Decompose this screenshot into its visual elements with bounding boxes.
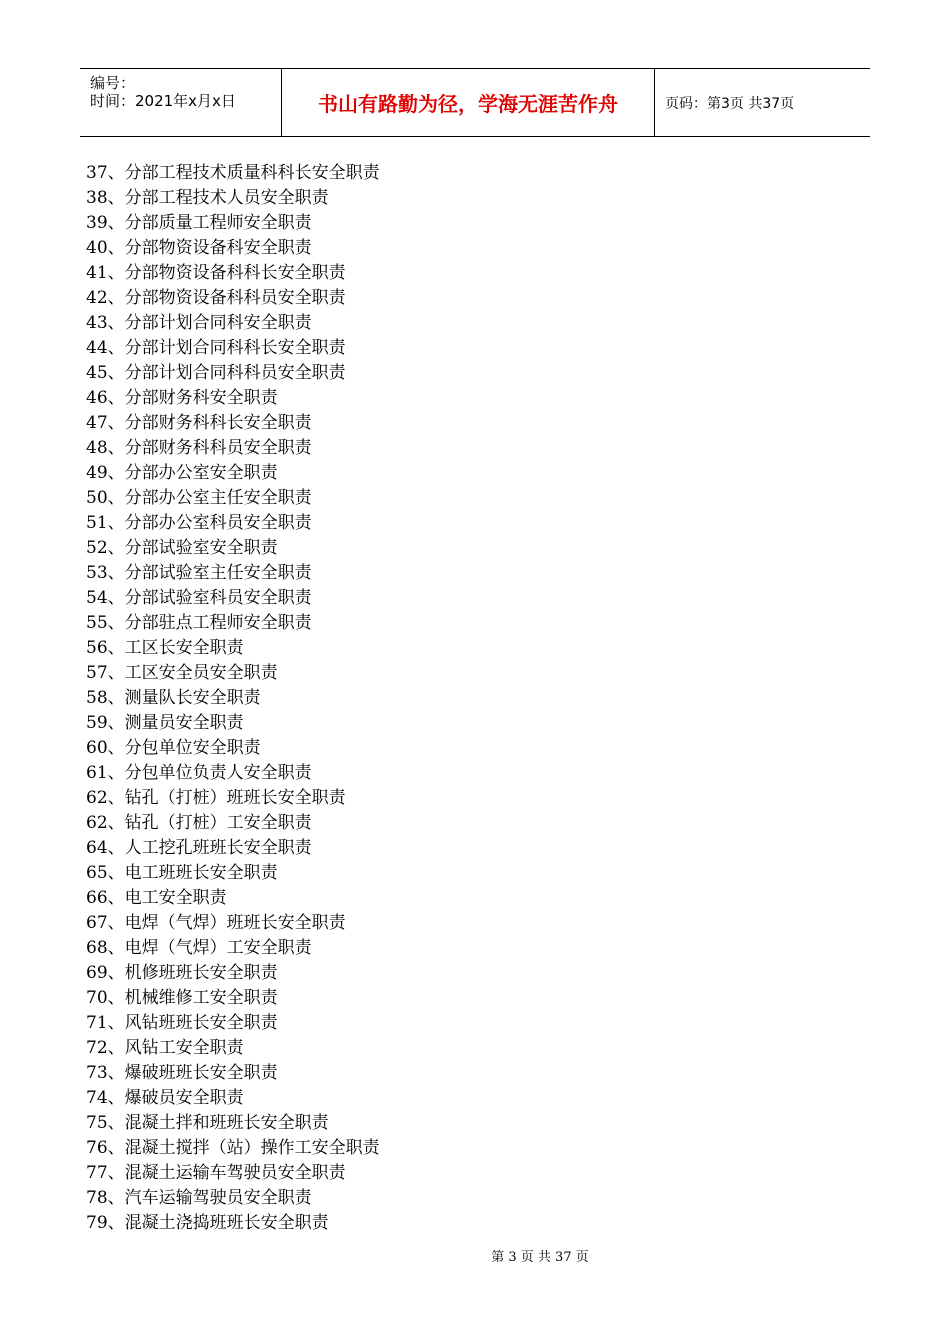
- list-item: 41、分部物资设备科科长安全职责: [86, 263, 346, 283]
- list-item: 48、分部财务科科员安全职责: [86, 438, 312, 458]
- list-item: 51、分部办公室科员安全职责: [86, 513, 312, 533]
- list-item: 65、电工班班长安全职责: [86, 863, 278, 883]
- list-item: 46、分部财务科安全职责: [86, 388, 278, 408]
- list-item: 50、分部办公室主任安全职责: [86, 488, 312, 508]
- list-item: 79、混凝土浇捣班班长安全职责: [86, 1213, 329, 1233]
- page-footer: 第 3 页 共 37 页: [491, 1250, 589, 1265]
- list-item: 58、测量队长安全职责: [86, 688, 261, 708]
- list-item: 70、机械维修工安全职责: [86, 988, 278, 1008]
- list-item: 77、混凝土运输车驾驶员安全职责: [86, 1163, 346, 1183]
- document-date: 时间：2021年x月x日: [90, 92, 236, 110]
- header-meta-cell: [80, 69, 282, 136]
- list-item: 62、钻孔（打桩）工安全职责: [86, 813, 312, 833]
- header-page-info: 页码：第3页 共37页: [665, 95, 795, 112]
- list-item: 73、爆破班班长安全职责: [86, 1063, 278, 1083]
- header-page-cell: [655, 69, 870, 136]
- list-item: 54、分部试验室科员安全职责: [86, 588, 312, 608]
- list-item: 67、电焊（气焊）班班长安全职责: [86, 913, 346, 933]
- list-item: 78、汽车运输驾驶员安全职责: [86, 1188, 312, 1208]
- list-item: 38、分部工程技术人员安全职责: [86, 188, 329, 208]
- list-item: 66、电工安全职责: [86, 888, 227, 908]
- list-item: 75、混凝土拌和班班长安全职责: [86, 1113, 329, 1133]
- list-item: 44、分部计划合同科科长安全职责: [86, 338, 346, 358]
- list-item: 53、分部试验室主任安全职责: [86, 563, 312, 583]
- list-item: 47、分部财务科科长安全职责: [86, 413, 312, 433]
- list-item: 45、分部计划合同科科员安全职责: [86, 363, 346, 383]
- header-motto: 书山有路勤为径，学海无涯苦作舟: [318, 92, 618, 116]
- list-item: 56、工区长安全职责: [86, 638, 244, 658]
- list-item: 43、分部计划合同科安全职责: [86, 313, 312, 333]
- list-item: 68、电焊（气焊）工安全职责: [86, 938, 312, 958]
- list-item: 62、钻孔（打桩）班班长安全职责: [86, 788, 346, 808]
- list-item: 42、分部物资设备科科员安全职责: [86, 288, 346, 308]
- list-item: 60、分包单位安全职责: [86, 738, 261, 758]
- document-number-label: 编号：: [90, 74, 136, 92]
- responsibility-list: [86, 161, 380, 1236]
- list-item: 40、分部物资设备科安全职责: [86, 238, 312, 258]
- list-item: 55、分部驻点工程师安全职责: [86, 613, 312, 633]
- list-item: 52、分部试验室安全职责: [86, 538, 278, 558]
- list-item: 74、爆破员安全职责: [86, 1088, 244, 1108]
- list-item: 59、测量员安全职责: [86, 713, 244, 733]
- page-header: [80, 68, 870, 137]
- list-item: 61、分包单位负责人安全职责: [86, 763, 312, 783]
- list-item: 64、人工挖孔班班长安全职责: [86, 838, 312, 858]
- list-item: 39、分部质量工程师安全职责: [86, 213, 312, 233]
- list-item: 57、工区安全员安全职责: [86, 663, 278, 683]
- list-item: 69、机修班班长安全职责: [86, 963, 278, 983]
- header-motto-cell: [282, 69, 655, 136]
- list-item: 76、混凝土搅拌（站）操作工安全职责: [86, 1138, 380, 1158]
- list-item: 49、分部办公室安全职责: [86, 463, 278, 483]
- list-item: 72、风钻工安全职责: [86, 1038, 244, 1058]
- list-item: 71、风钻班班长安全职责: [86, 1013, 278, 1033]
- list-item: 37、分部工程技术质量科科长安全职责: [86, 163, 380, 183]
